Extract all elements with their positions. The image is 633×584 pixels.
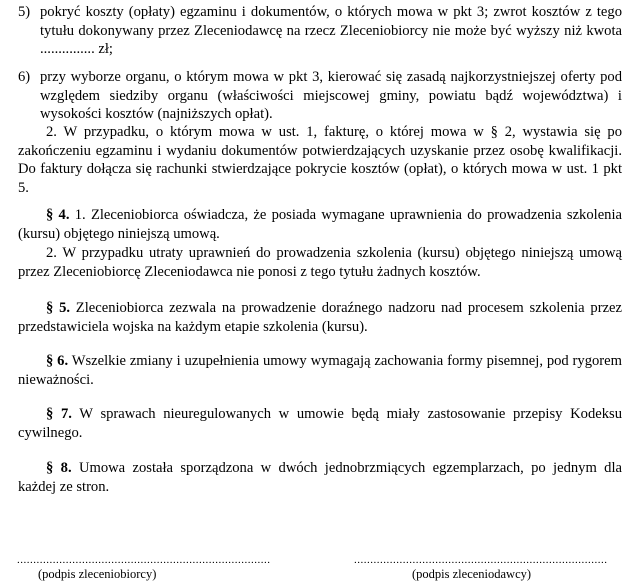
- section-label: § 7.: [46, 406, 72, 422]
- section-label: § 8.: [46, 460, 72, 476]
- section-4-paragraph-1: § 4. 1. Zleceniobiorca oświadcza, że posiada wymagane uprawnienia do prowadzenia szkolenia (kursu) objętego niniejszą umową.: [18, 207, 622, 242]
- section-6: § 6. Wszelkie zmiany i uzupełnienia umowy wymagają zachowania formy pisemnej, pod rygorem nieważności.: [18, 353, 622, 388]
- section-label: § 5.: [46, 300, 71, 316]
- signature-line-left: ..............................................................................: [17, 554, 271, 566]
- list-text: pokryć koszty (opłaty) egzaminu i dokumentów, o których mowa w pkt 3; zwrot kosztów z tego tytułu dokonywany przez Zleceniodawcę na rzecz Zleceniobiorcy nie może być wyższy niż kwota ............... zł;: [40, 4, 622, 57]
- section-7: § 7. W sprawach nieuregulowanych w umowie będą miały zastosowanie przepisy Kodeksu cywilnego.: [18, 406, 622, 441]
- list-item-6: [18, 68, 622, 124]
- section-5: § 5. Zleceniobiorca zezwala na prowadzenie doraźnego nadzoru nad procesem szkolenia przez przedstawiciela wojska na każdym etapie szkolenia (kursu).: [18, 300, 623, 335]
- section-label: § 4.: [46, 207, 70, 223]
- list-text: przy wyborze organu, o którym mowa w pkt 3, kierować się zasadą najkorzystniejszej oferty pod względem siedziby organu (właściwości miejscowej gminy, powiatu bądź województwa) i wysokości kosztów (najniższych opłat).: [40, 69, 622, 122]
- signature-label-left: (podpis zleceniobiorcy): [38, 567, 157, 581]
- paragraph-3-2: 2. W przypadku, o którym mowa w ust. 1, fakturę, o której mowa w § 2, wystawia się po zakończeniu egzaminu i wydaniu dokumentów potwierdzających uzyskanie przez osobę kwalifikacji. Do faktury dołącza się rachunki stwierdzające pokrycie kosztów (opłat), o których mowa w ust. 1 pkt 5.: [18, 124, 622, 196]
- section-label: § 6.: [46, 353, 69, 369]
- signature-line-right: ..............................................................................: [354, 554, 608, 566]
- list-number: 5): [18, 4, 31, 20]
- section-8: § 8. Umowa została sporządzona w dwóch jednobrzmiących egzemplarzach, po jednym dla każdej ze stron.: [18, 460, 622, 495]
- section-4-paragraph-2: 2. W przypadku utraty uprawnień do prowadzenia szkolenia (kursu) objętego niniejszą umową przez Zleceniobiorcę Zleceniodawca nie ponosi z tego tytułu żadnych kosztów.: [18, 245, 622, 280]
- list-number: 6): [18, 69, 31, 85]
- signature-label-right: (podpis zleceniodawcy): [412, 567, 532, 581]
- list-item-5: [18, 3, 622, 59]
